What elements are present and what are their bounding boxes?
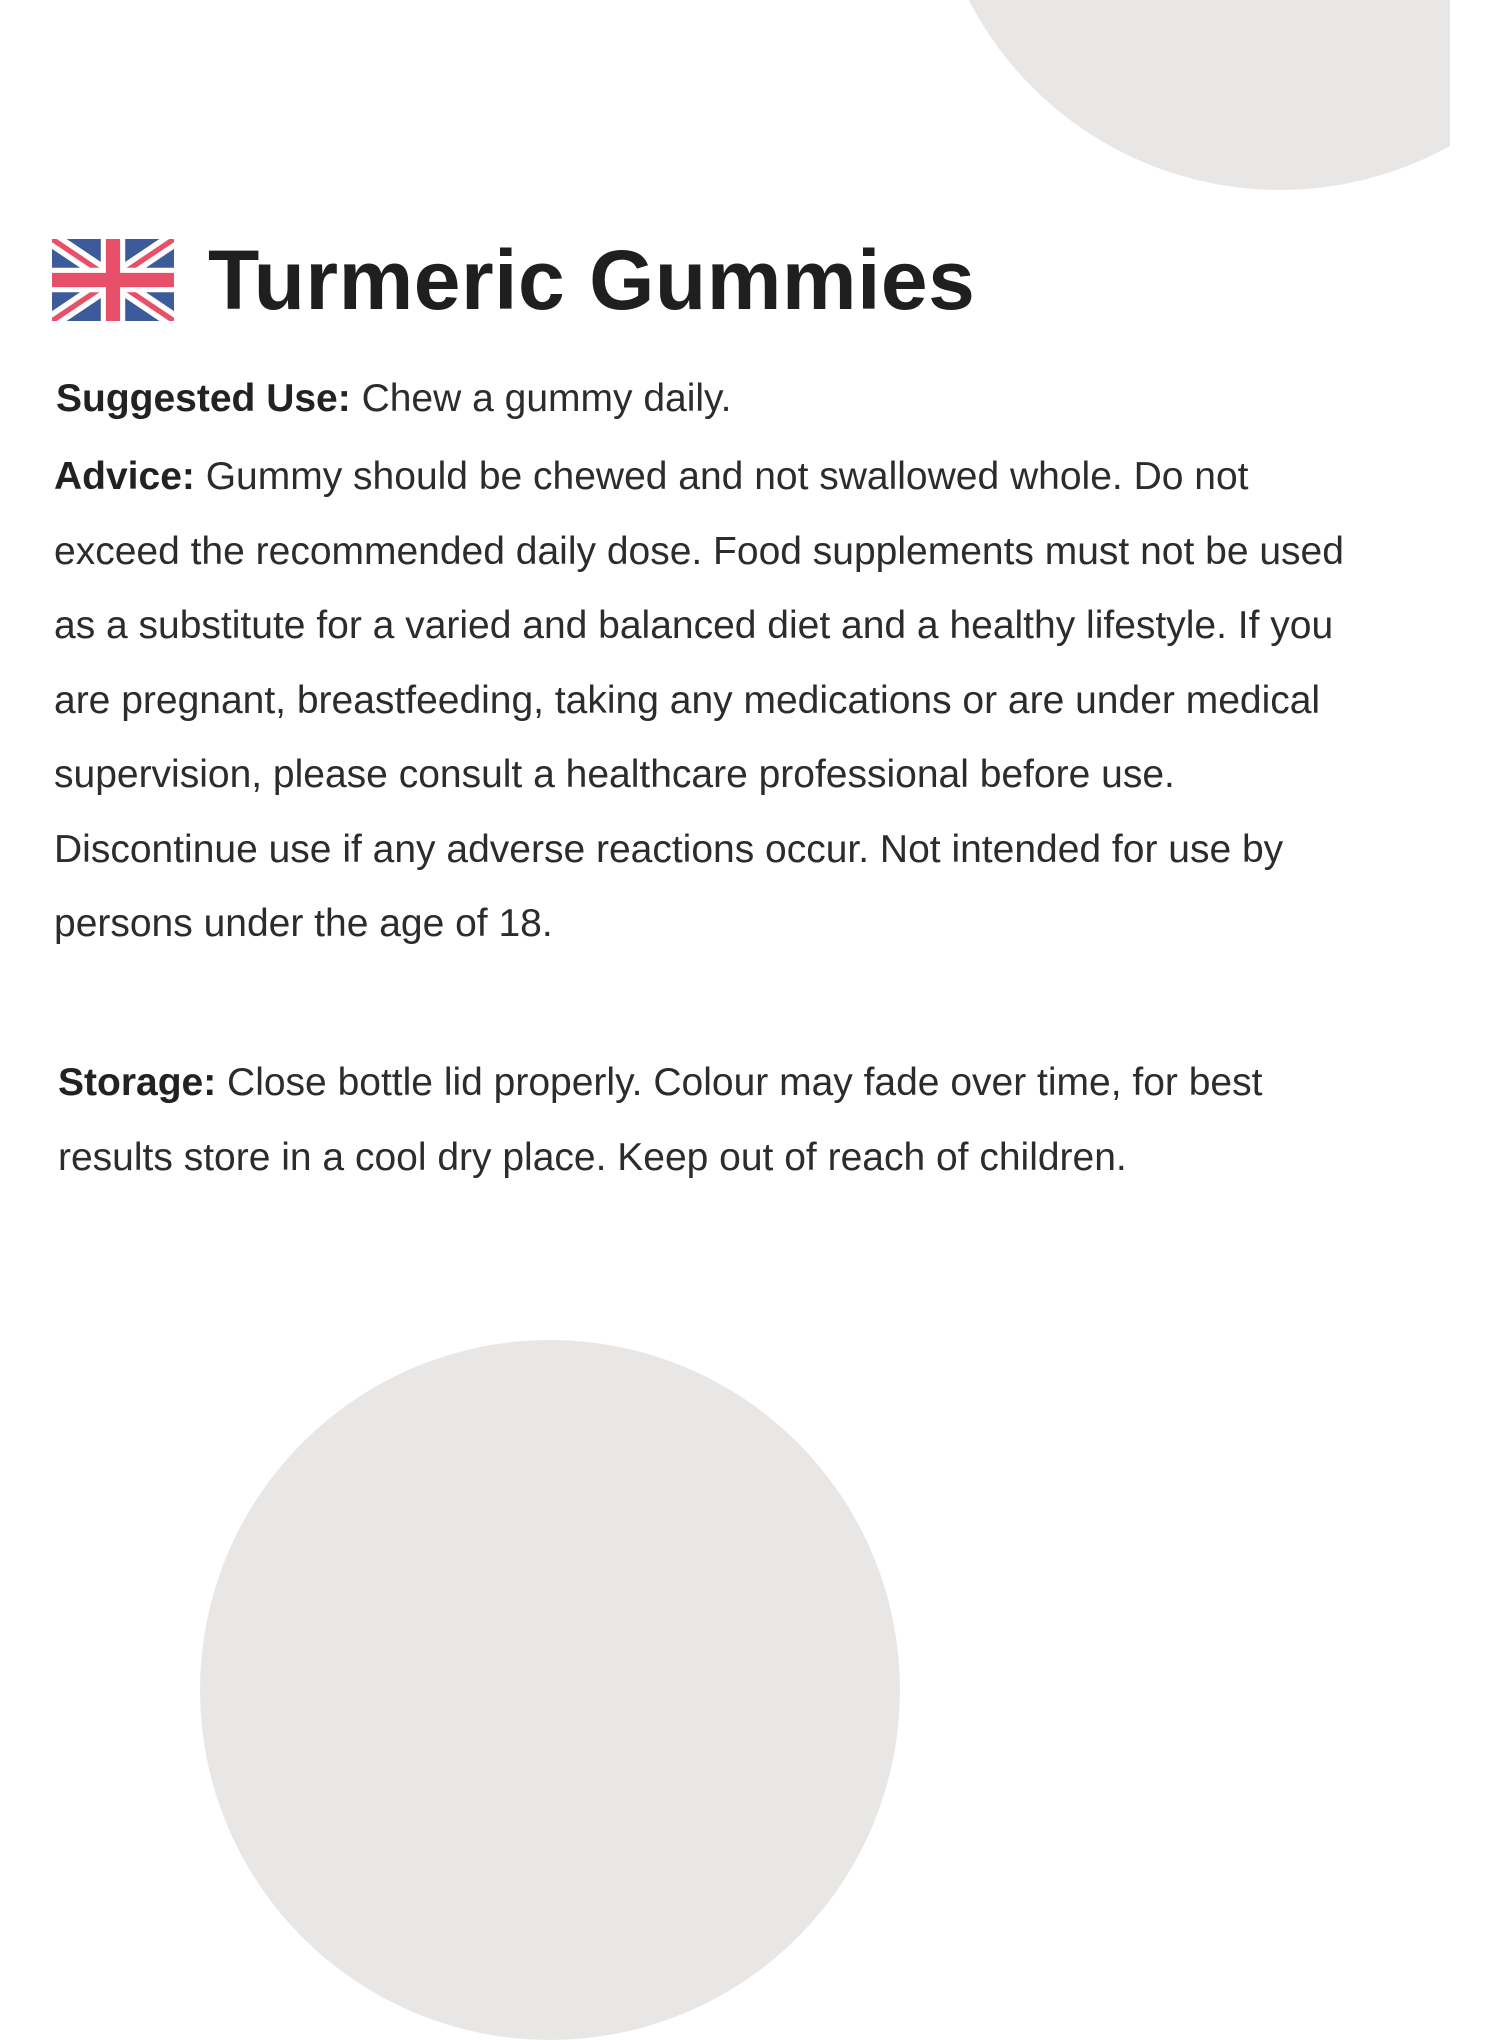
storage-text: Close bottle lid properly. Colour may fade over time, for best results store in a cool dry place. Keep out of reach of children.	[58, 1061, 1263, 1179]
advice-paragraph	[54, 440, 1344, 962]
advice-label: Advice:	[54, 455, 195, 498]
storage-paragraph	[58, 1046, 1348, 1195]
suggested-use-paragraph	[56, 362, 1346, 437]
product-header	[52, 233, 976, 327]
storage-label: Storage:	[58, 1061, 217, 1104]
decorative-circle-bottom	[200, 1340, 900, 2040]
right-margin-strip	[1450, 0, 1500, 1500]
decorative-circle-top	[930, 0, 1500, 190]
suggested-use-text: Chew a gummy daily.	[350, 377, 732, 420]
uk-flag-icon	[52, 239, 174, 321]
page-title: Turmeric Gummies	[208, 233, 976, 327]
advice-text: Gummy should be chewed and not swallowed whole. Do not exceed the recommended daily dose. Food supplements must not be used as a substitute for a varied and balanced diet and a healthy lifestyle. If you are pregnant, breastfeeding, taking any medications or are under medical supervision, please consult a healthcare professional before use. Discontinue use if any adverse reactions occur. Not intended for use by persons under the age of 18.	[54, 455, 1344, 945]
suggested-use-label: Suggested Use:	[56, 377, 351, 420]
